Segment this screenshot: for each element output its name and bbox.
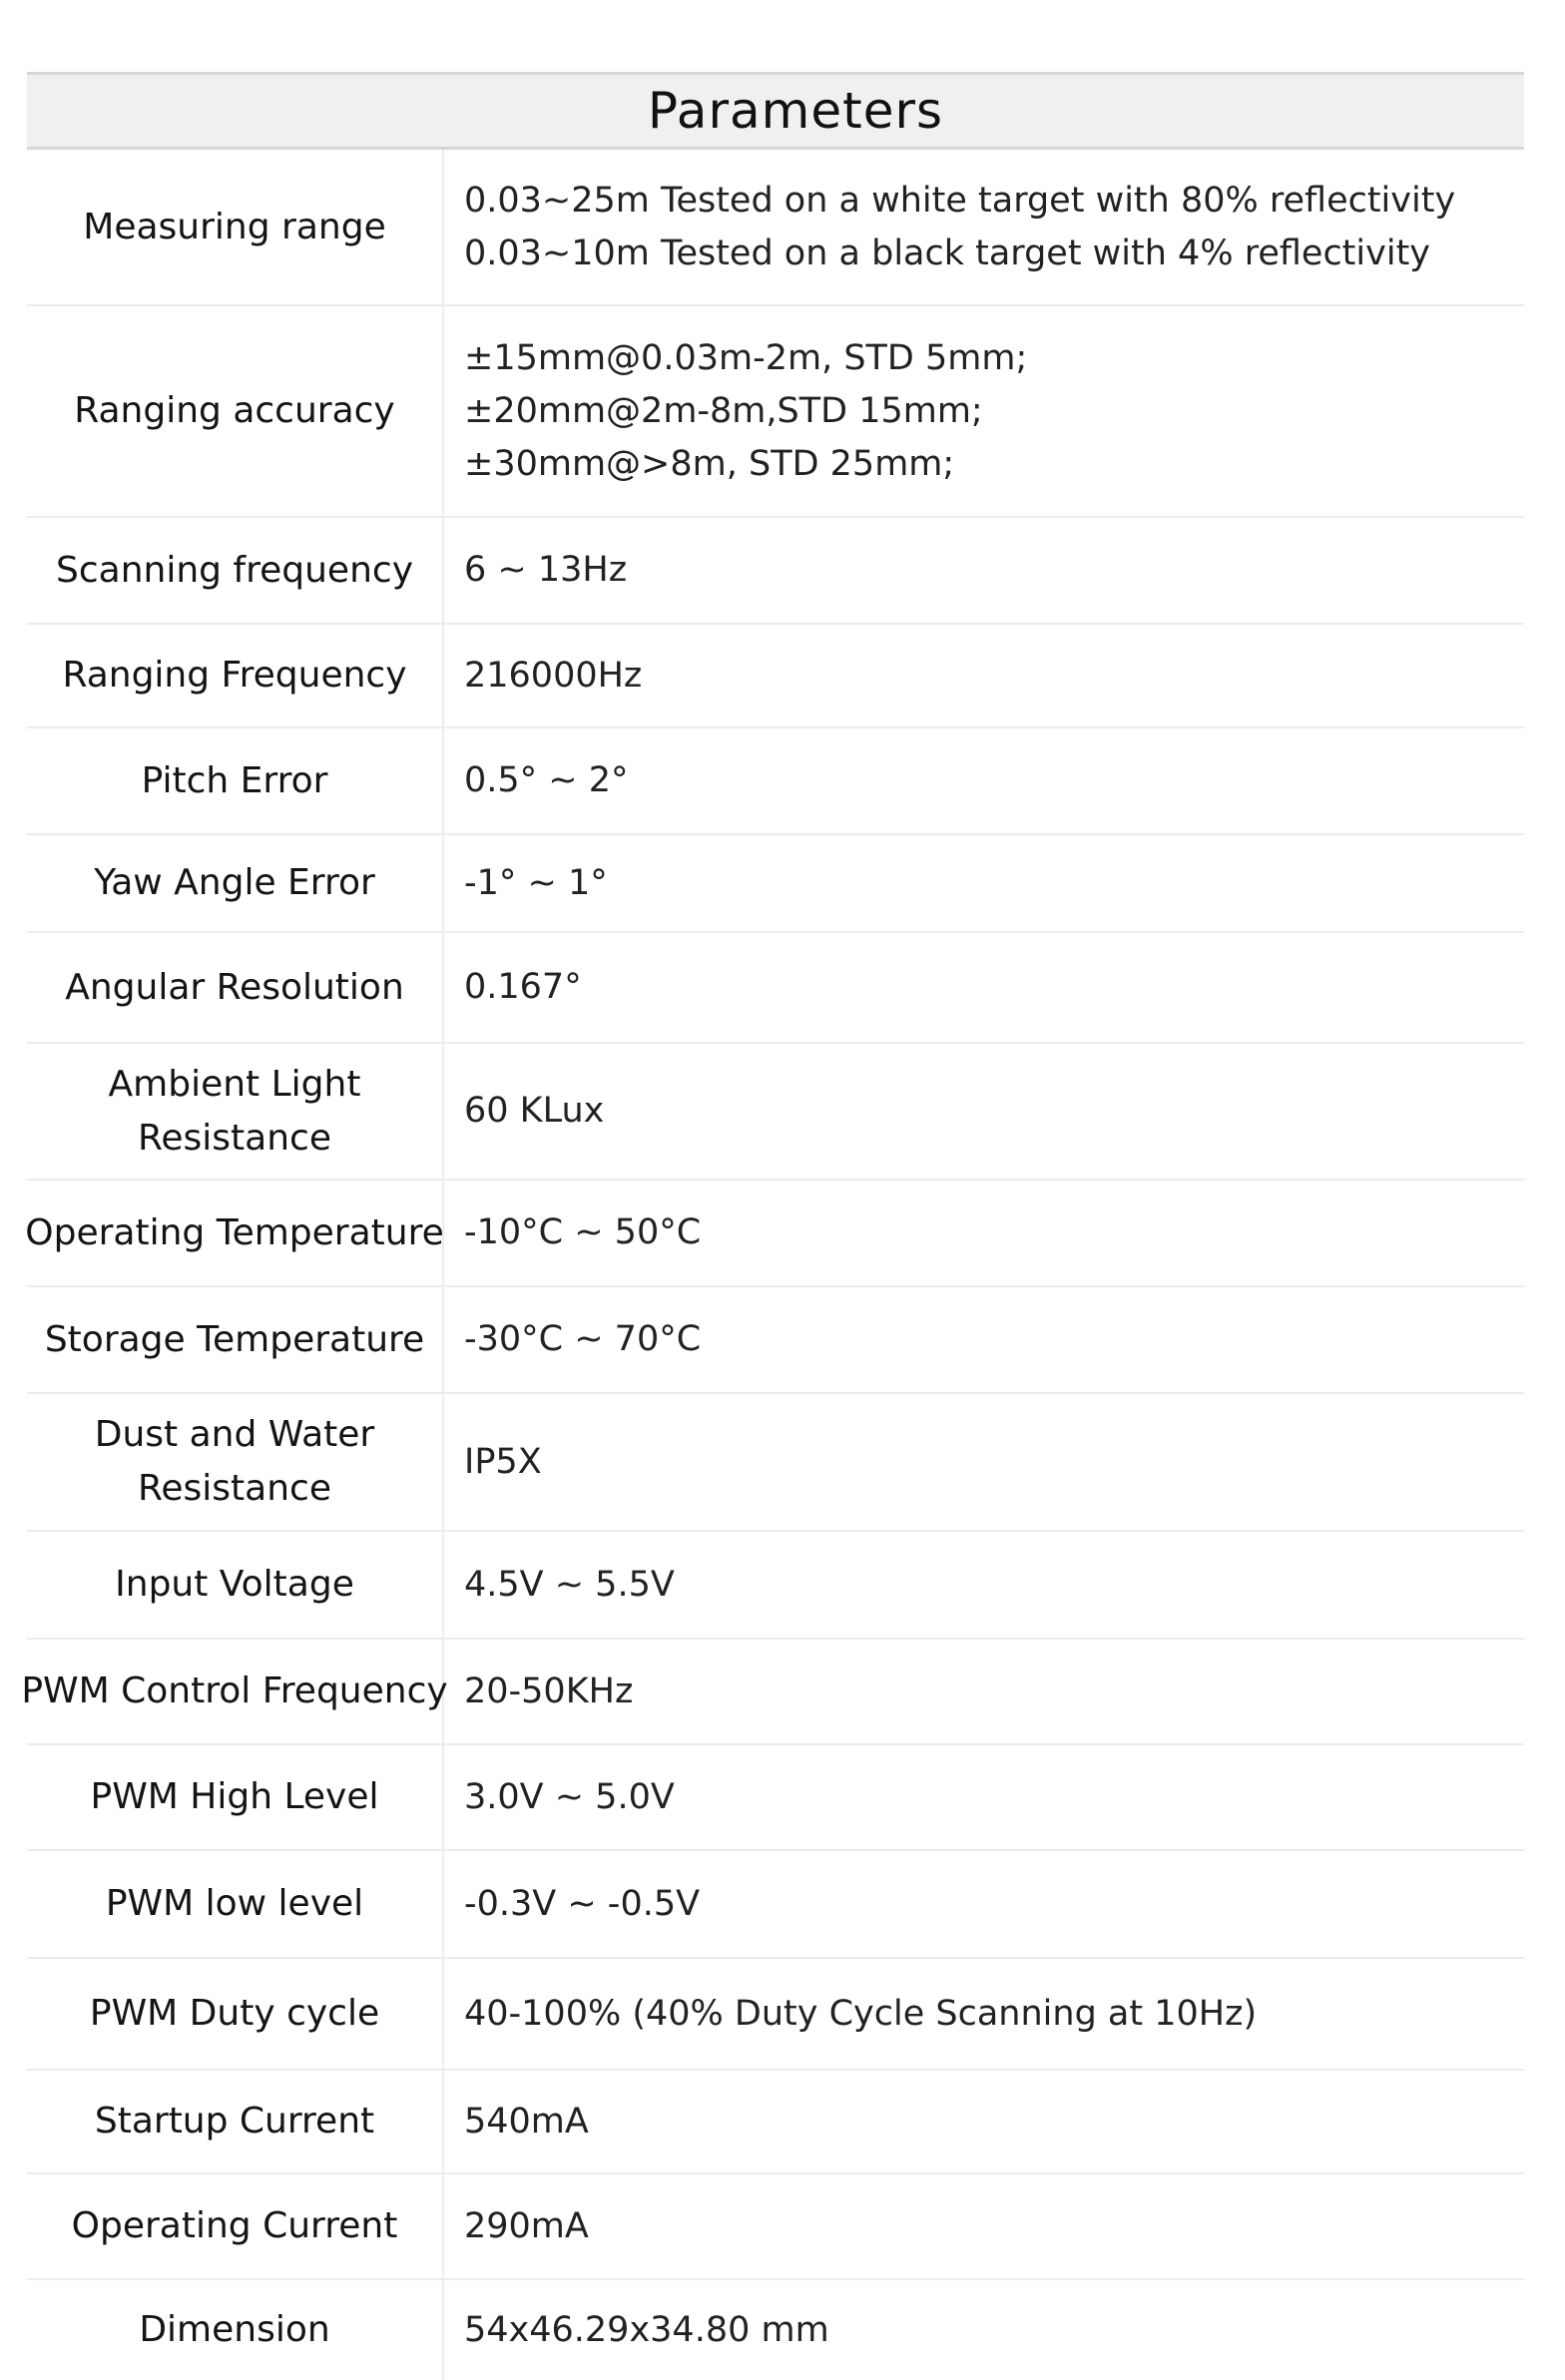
row-value bbox=[444, 1745, 1524, 1849]
table-row bbox=[27, 1959, 1524, 2071]
row-label: Operating Temperature bbox=[27, 1181, 444, 1285]
row-label: Operating Current bbox=[27, 2174, 444, 2278]
row-value bbox=[444, 150, 1524, 304]
table-row bbox=[27, 1851, 1524, 1959]
row-label: Ranging accuracy bbox=[27, 306, 444, 516]
row-value-line: 0.5° ~ 2° bbox=[464, 760, 629, 800]
row-label: Storage Temperature bbox=[27, 1287, 444, 1392]
row-value-line: 54x46.29x34.80 mm bbox=[464, 2309, 829, 2350]
row-value-line: -0.3V ~ -0.5V bbox=[464, 1883, 701, 1924]
table-row bbox=[27, 306, 1524, 518]
row-value bbox=[444, 2280, 1524, 2380]
row-value bbox=[444, 933, 1524, 1042]
table-row bbox=[27, 625, 1524, 728]
row-value-line: 3.0V ~ 5.0V bbox=[464, 1776, 675, 1817]
row-value bbox=[444, 1181, 1524, 1285]
row-label: Dimension bbox=[27, 2280, 444, 2380]
row-value bbox=[444, 2071, 1524, 2172]
row-label: PWM High Level bbox=[27, 1745, 444, 1849]
table-row bbox=[27, 518, 1524, 625]
row-value-line: 0.03~25m Tested on a white target with 80% reflectivity bbox=[464, 180, 1456, 221]
row-value-line: ±20mm@2m-8m,STD 15mm; bbox=[464, 390, 983, 431]
table-row bbox=[27, 728, 1524, 835]
table-row bbox=[27, 2071, 1524, 2174]
row-value-line: ±30mm@>8m, STD 25mm; bbox=[464, 443, 955, 484]
row-value bbox=[444, 1287, 1524, 1392]
row-value-line: 40-100% (40% Duty Cycle Scanning at 10Hz) bbox=[464, 1993, 1258, 2034]
row-label: Angular Resolution bbox=[27, 933, 444, 1042]
row-value bbox=[444, 1532, 1524, 1638]
row-value bbox=[444, 1959, 1524, 2069]
row-value-line: -10°C ~ 50°C bbox=[464, 1212, 702, 1252]
row-value bbox=[444, 728, 1524, 833]
table-row bbox=[27, 2280, 1524, 2380]
table-body bbox=[21, 150, 1524, 2380]
row-value bbox=[444, 1640, 1524, 1743]
parameters-table bbox=[21, 72, 1524, 2380]
row-value bbox=[444, 306, 1524, 516]
row-value bbox=[444, 2174, 1524, 2278]
table-row bbox=[21, 1640, 1524, 1745]
row-label: Scanning frequency bbox=[27, 518, 444, 623]
table-row bbox=[27, 1044, 1524, 1181]
table-row bbox=[27, 1181, 1524, 1287]
row-label: Pitch Error bbox=[27, 728, 444, 833]
row-value-line: 216000Hz bbox=[464, 655, 643, 696]
row-label: PWM Control Frequency bbox=[27, 1640, 444, 1743]
table-row bbox=[27, 1745, 1524, 1851]
table-title-bar bbox=[27, 72, 1524, 150]
row-label: Input Voltage bbox=[27, 1532, 444, 1638]
row-value-line: ±15mm@0.03m-2m, STD 5mm; bbox=[464, 337, 1028, 378]
row-label: Startup Current bbox=[27, 2071, 444, 2172]
row-label: Yaw Angle Error bbox=[27, 835, 444, 931]
row-value-line: IP5X bbox=[464, 1441, 542, 1482]
row-value-line: 20-50KHz bbox=[464, 1670, 634, 1711]
row-value-line: 540mA bbox=[464, 2101, 589, 2142]
table-row bbox=[27, 1532, 1524, 1640]
row-label: PWM low level bbox=[27, 1851, 444, 1957]
row-value bbox=[444, 1851, 1524, 1957]
row-label: Measuring range bbox=[27, 150, 444, 304]
row-value-line: 0.167° bbox=[464, 967, 582, 1007]
row-value bbox=[444, 518, 1524, 623]
row-label: PWM Duty cycle bbox=[27, 1959, 444, 2069]
row-label: Ranging Frequency bbox=[27, 625, 444, 726]
table-title: Parameters bbox=[647, 82, 944, 140]
row-value-line: -1° ~ 1° bbox=[464, 862, 608, 903]
row-value-line: 0.03~10m Tested on a black target with 4% reflectivity bbox=[464, 233, 1431, 273]
table-row bbox=[27, 1394, 1524, 1532]
row-value bbox=[444, 1044, 1524, 1179]
table-row bbox=[27, 933, 1524, 1044]
row-label: Ambient Light Resistance bbox=[27, 1044, 444, 1179]
row-value bbox=[444, 625, 1524, 726]
table-row bbox=[27, 2174, 1524, 2280]
row-label: Dust and Water Resistance bbox=[27, 1394, 444, 1530]
row-value-line: -30°C ~ 70°C bbox=[464, 1319, 702, 1359]
table-row bbox=[27, 835, 1524, 933]
row-value-line: 4.5V ~ 5.5V bbox=[464, 1564, 675, 1605]
row-value-line: 60 KLux bbox=[464, 1091, 605, 1131]
row-value-line: 290mA bbox=[464, 2205, 589, 2246]
row-value-line: 6 ~ 13Hz bbox=[464, 550, 628, 590]
table-row bbox=[27, 150, 1524, 306]
row-value bbox=[444, 835, 1524, 931]
row-value bbox=[444, 1394, 1524, 1530]
table-row bbox=[27, 1287, 1524, 1394]
